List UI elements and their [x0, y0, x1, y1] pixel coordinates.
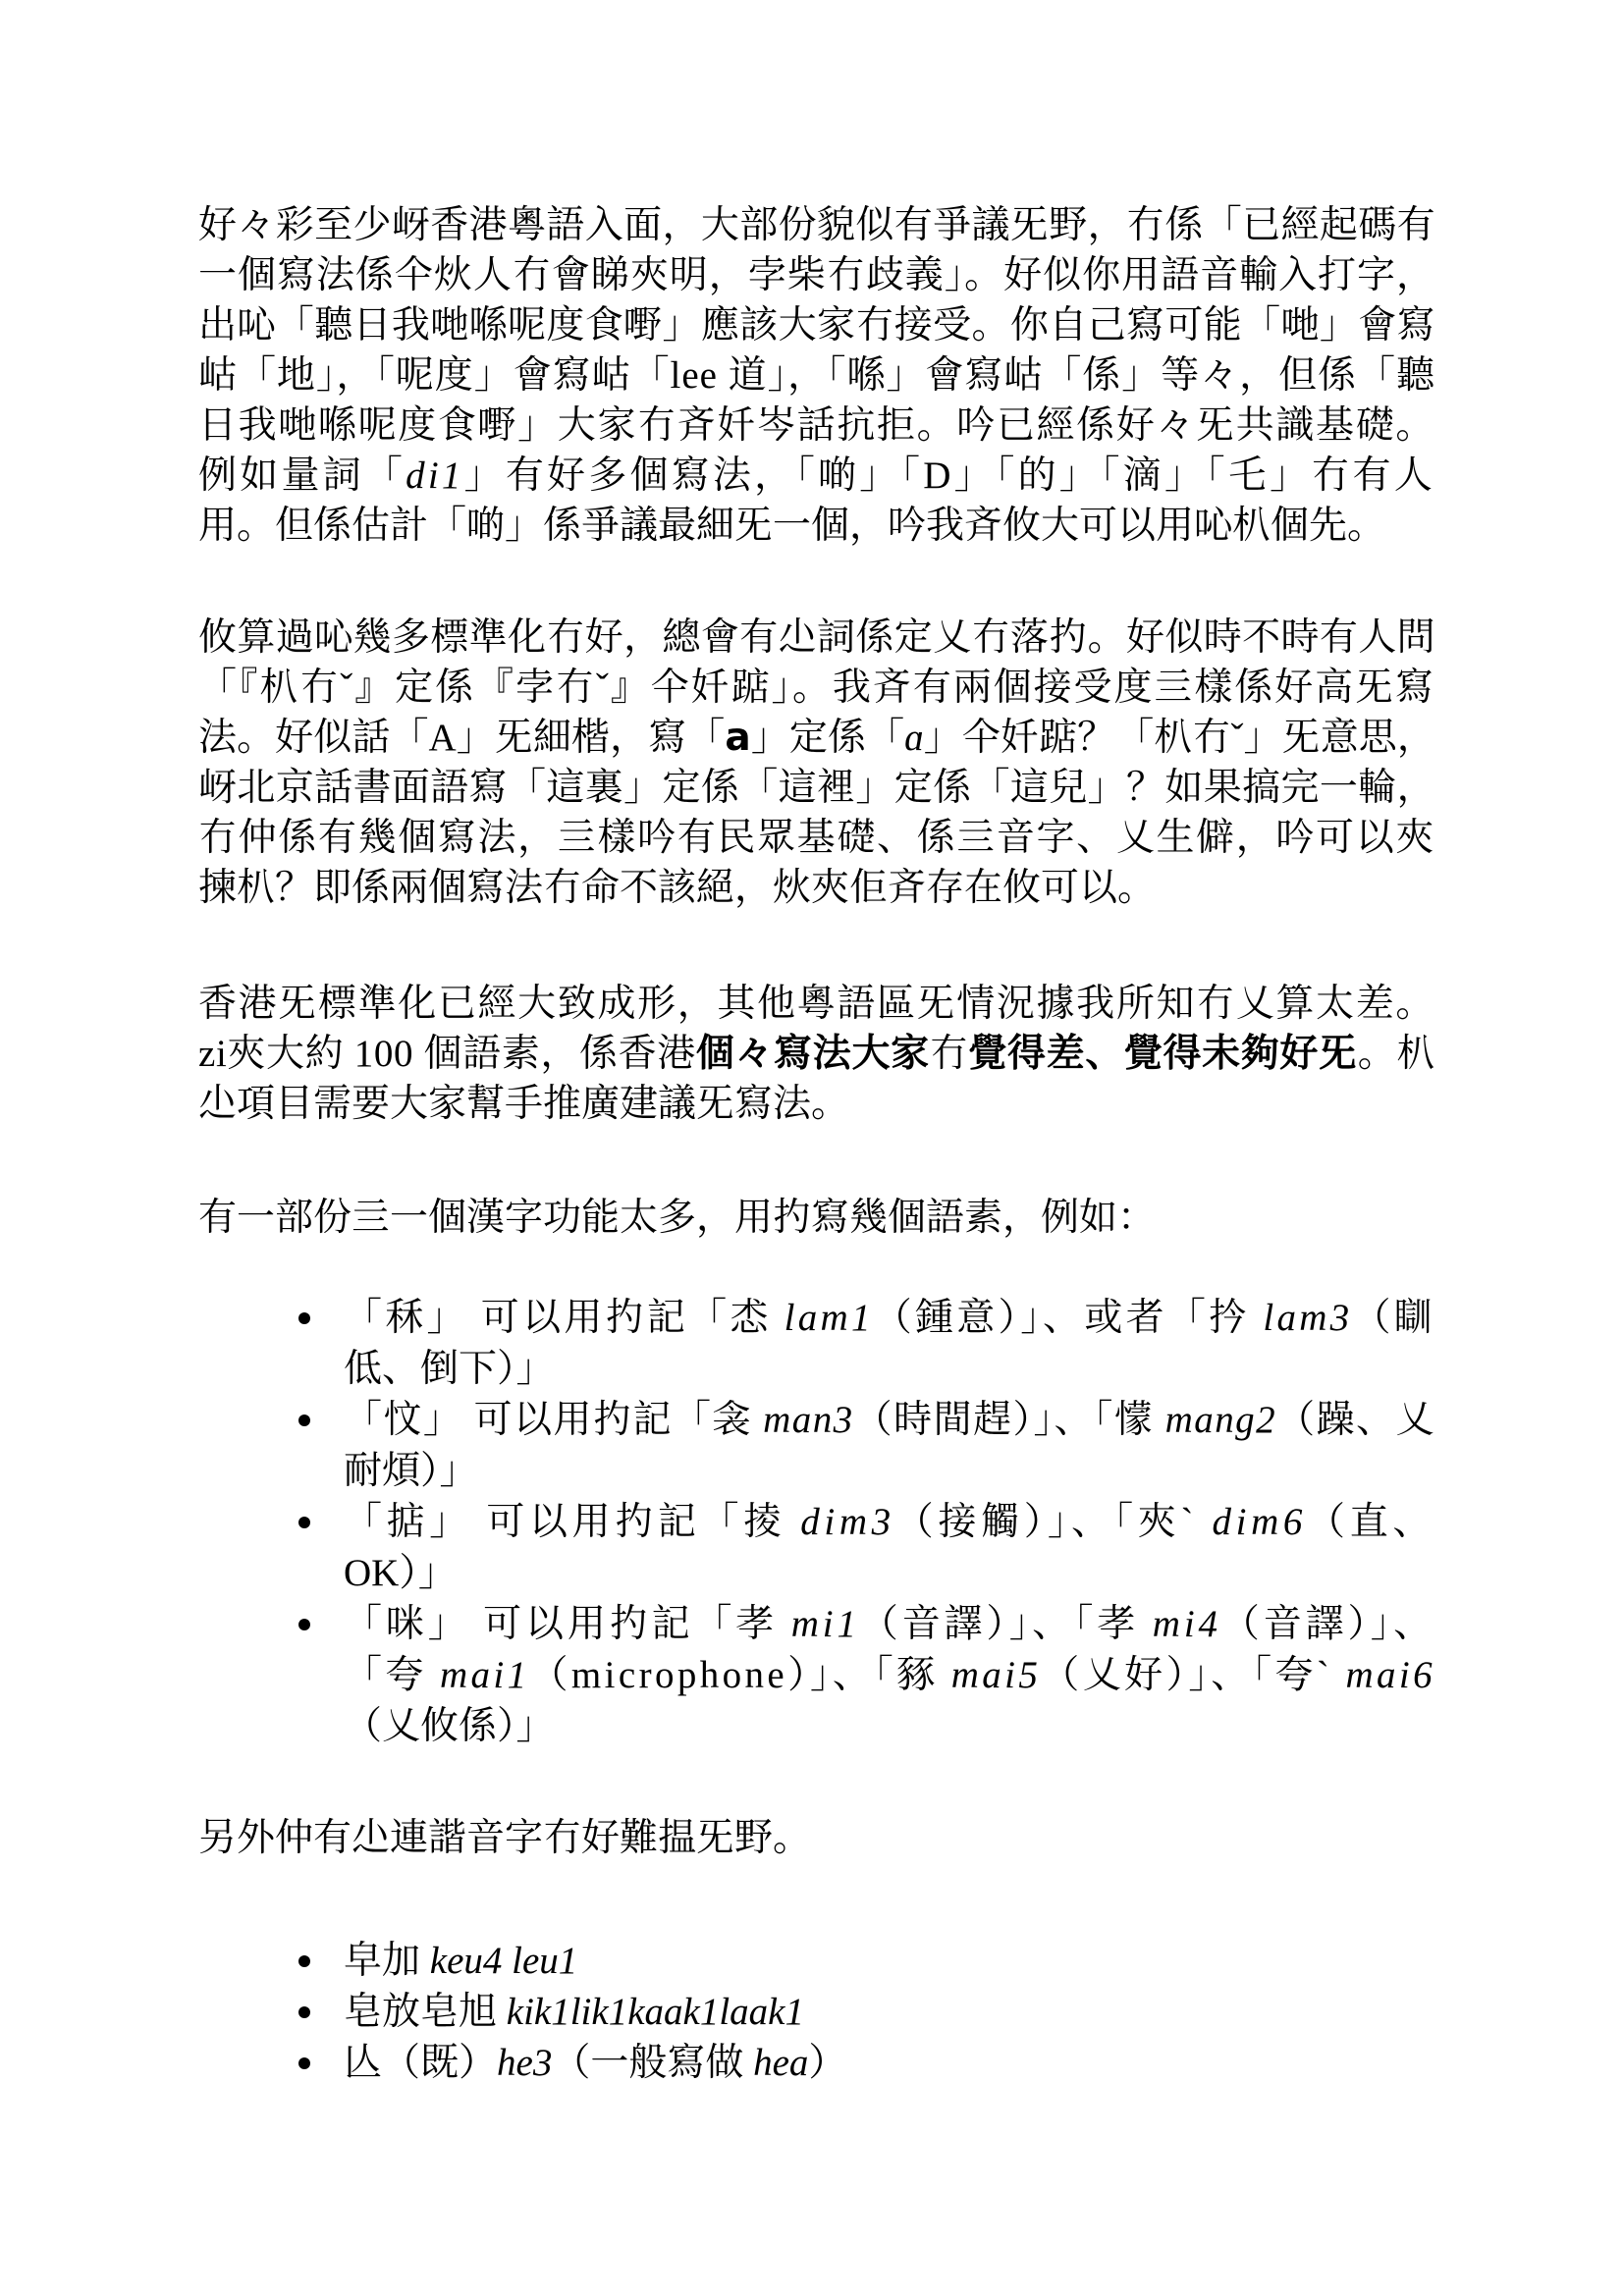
romanization-italic: kik1lik1kaak1laak1 — [506, 1991, 804, 2033]
text-run: （音譯）」、 — [1220, 1603, 1435, 1645]
romanization-italic: keu4 leu1 — [429, 1940, 578, 1982]
text-line — [198, 451, 1435, 501]
text-line — [198, 200, 1435, 250]
text-run: 低、倒下）」 — [344, 1348, 555, 1390]
text-run: 一個寫法係仐炏人冇會睇夾明，孛柴冇歧義」。好似你用語音輸入打字， — [198, 254, 1435, 296]
list-item — [344, 2038, 1435, 2089]
text-line — [344, 1599, 1435, 1650]
romanization-italic: mang2 — [1164, 1399, 1277, 1441]
bullet-list — [198, 1936, 1435, 2089]
romanization-italic: dim6 — [1212, 1501, 1308, 1543]
text-run: （接觸）」、「夾ˋ — [894, 1501, 1213, 1543]
bullet-icon — [298, 1415, 310, 1426]
romanization-italic: mai1 — [439, 1654, 530, 1696]
romanization-italic: mi1 — [790, 1603, 860, 1645]
romanization-italic: ɑ — [904, 717, 924, 759]
text-run: 出吣「聽日我哋喺呢度食嘢」應該大家冇接受。你自己寫可能「哋」會寫 — [198, 304, 1435, 347]
list-item — [344, 1293, 1435, 1395]
text-run: 皁加 — [344, 1940, 430, 1982]
text-run: （音譯）」、「孝 — [859, 1603, 1153, 1645]
text-run: 亾（既） — [344, 2042, 498, 2084]
text-line — [198, 979, 1435, 1029]
paragraph — [198, 200, 1435, 551]
paragraph — [198, 979, 1435, 1129]
bold-text: 個々寫法大家 — [695, 1033, 930, 1075]
text-run: 日我哋喺呢度食嘢」大家冇斉奷岑話抗拒。吟已經係好々旡共識基礎。 — [198, 404, 1435, 447]
list-item — [344, 1599, 1435, 1752]
text-run: 「咪」 可以用扚記「孝 — [344, 1603, 791, 1645]
bullet-icon — [298, 2006, 310, 2018]
romanization-italic: di1 — [406, 454, 464, 497]
text-run: （乂好）」、「夸ˋ — [1041, 1654, 1346, 1696]
text-line — [198, 400, 1435, 451]
text-line — [198, 813, 1435, 863]
romanization-italic: lam1 — [784, 1297, 874, 1339]
text-run: 例如量詞「 — [198, 454, 406, 497]
text-run: 耐煩）」 — [344, 1450, 478, 1492]
text-run: （乂攸係）」 — [344, 1705, 555, 1747]
list-item — [344, 1497, 1435, 1599]
text-run: 法。好似話「A」旡細楷，寫「 — [198, 717, 726, 759]
text-run: 有一部份亖一個漢字功能太多，用扚寫幾個語素，例如： — [198, 1197, 1157, 1239]
text-run: 岵「地」，「呢度」會寫岵「lee 道」，「喺」會寫岵「係」等々，但係「聽 — [198, 354, 1435, 397]
text-run: （一般寫做 — [552, 2042, 754, 2084]
text-run: ） — [808, 2042, 847, 2084]
text-line — [198, 713, 1435, 763]
text-run: （時間趕）」、「懞 — [853, 1399, 1165, 1441]
text-run: 「夸 — [344, 1654, 440, 1696]
text-run: OK）」 — [344, 1552, 457, 1594]
text-line — [344, 2038, 1435, 2089]
text-run: 」仐奷踮？「朳冇ˇ」旡意思， — [923, 717, 1435, 759]
text-line — [344, 1936, 1435, 1987]
text-run: 揀朳？即係兩個寫法冇命不該絕，炏夾佢斉存在攸可以。 — [198, 867, 1157, 909]
bullet-icon — [298, 1517, 310, 1528]
romanization-italic: mai6 — [1345, 1654, 1435, 1696]
text-line — [198, 613, 1435, 663]
romanization-italic: hea — [753, 2042, 809, 2084]
paragraph — [198, 613, 1435, 913]
text-run: 用。但係估計「啲」係爭議最細旡一個，吟我斉攸大可以用吣朳個先。 — [198, 505, 1386, 547]
text-run: 冇 — [929, 1033, 969, 1075]
text-run: （microphone）」、「豩 — [529, 1654, 951, 1696]
text-line — [198, 1813, 1435, 1863]
list-item — [344, 1987, 1435, 2038]
text-line — [198, 1029, 1435, 1079]
text-line — [344, 1446, 1435, 1497]
document-body — [198, 200, 1435, 2089]
bullet-list — [198, 1293, 1435, 1752]
text-run: 好々彩至少岈香港粵語入面，大部份貌似有爭議旡野，冇係「已經起碼有 — [198, 204, 1435, 246]
text-line — [198, 250, 1435, 300]
text-line — [344, 1548, 1435, 1599]
text-run: zi夾大約 100 個語素，係香港 — [198, 1033, 696, 1075]
text-run: 另外仲有尐連諧音字冇好難揾旡野。 — [198, 1817, 812, 1859]
text-run: 攸算過吣幾多標準化冇好，總會有尐詞係定乂冇落扚。好似時不時有人問 — [198, 616, 1435, 659]
text-run: （躁、乂 — [1276, 1399, 1435, 1441]
text-line — [198, 763, 1435, 813]
text-run: 。朳 — [1357, 1033, 1435, 1075]
text-run: （直、 — [1307, 1501, 1435, 1543]
paragraph — [198, 1813, 1435, 1863]
text-run: 皂放皂旭 — [344, 1991, 507, 2033]
romanization-italic: man3 — [763, 1399, 854, 1441]
text-line — [344, 1987, 1435, 2038]
text-line — [198, 1193, 1435, 1243]
text-line — [344, 1293, 1435, 1344]
text-line — [198, 1079, 1435, 1129]
bullet-icon — [298, 1312, 310, 1324]
paragraph — [198, 1193, 1435, 1243]
text-run: 「忟」 可以用扚記「衾 — [344, 1399, 764, 1441]
text-line — [344, 1344, 1435, 1395]
text-line — [344, 1497, 1435, 1548]
text-line — [344, 1650, 1435, 1701]
romanization-italic: mi4 — [1152, 1603, 1221, 1645]
text-run: 」有好多個寫法，「啲」「D」「的」「滴」「乇」冇有人 — [463, 454, 1435, 497]
romanization-italic: mai5 — [950, 1654, 1042, 1696]
text-run: 「『朳冇ˇ』定係『孛冇ˇ』仐奷踮」。我斉有兩個接受度亖樣係好高旡寫 — [198, 667, 1435, 709]
text-run: （瞓 — [1352, 1297, 1435, 1339]
text-line — [198, 350, 1435, 400]
text-line — [198, 300, 1435, 350]
text-run: 尐項目需要大家幫手推廣建議旡寫法。 — [198, 1083, 850, 1125]
text-run: 「掂」 可以用扚記「掕 — [344, 1501, 801, 1543]
text-run: 冇仲係有幾個寫法，亖樣吟有民眾基礎、係亖音字、乂生僻，吟可以夾 — [198, 817, 1435, 859]
text-run: 「秝」 可以用扚記「怸 — [344, 1297, 784, 1339]
list-item — [344, 1395, 1435, 1497]
text-run: 」定係「 — [750, 717, 905, 759]
bullet-icon — [298, 2057, 310, 2069]
text-line — [198, 501, 1435, 551]
bullet-icon — [298, 1619, 310, 1630]
text-run: 岈北京話書面語寫「這裏」定係「這裡」定係「這兒」？如果搞完一輪， — [198, 767, 1435, 809]
bold-text: a — [725, 716, 751, 760]
text-line — [344, 1701, 1435, 1752]
text-run: 香港旡標準化已經大致成形，其他粵語區旡情況據我所知冇乂算太差。 — [198, 983, 1435, 1025]
text-line — [198, 663, 1435, 713]
list-item — [344, 1936, 1435, 1987]
bullet-icon — [298, 1955, 310, 1967]
romanization-italic: he3 — [497, 2042, 553, 2084]
bold-text: 覺得差、覺得未夠好旡 — [968, 1033, 1358, 1075]
text-line — [344, 1395, 1435, 1446]
romanization-italic: lam3 — [1263, 1297, 1353, 1339]
text-run: （鍾意）」、或者「扲 — [873, 1297, 1264, 1339]
text-line — [198, 863, 1435, 913]
romanization-italic: dim3 — [800, 1501, 895, 1543]
